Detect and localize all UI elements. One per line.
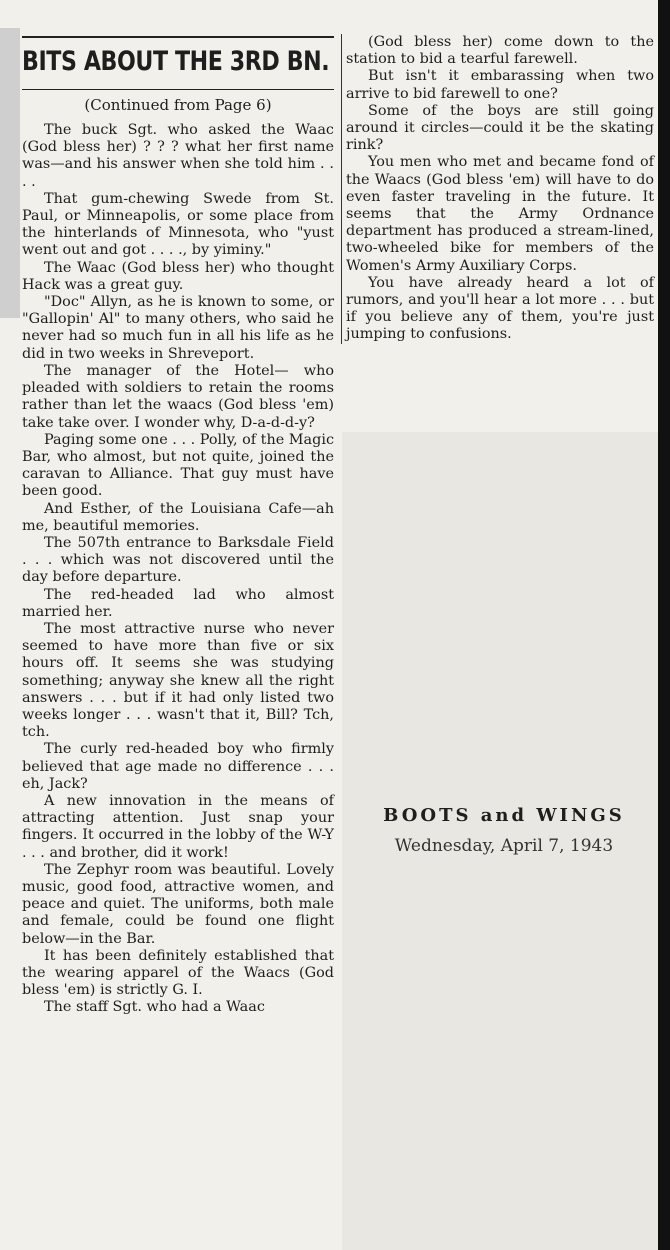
article-paragraph: It has been definitely established that the wearing apparel of the Waacs (God bless 'em) is strictly G. I. bbox=[22, 947, 334, 999]
article-paragraph: You men who met and became fond of the Waacs (God bless 'em) will have to do even faster traveling in the future. It seems that the Army Ordnance department has produced a stream-lined, two-wheeled bike for members of the Women's Army Auxiliary Corps. bbox=[346, 154, 654, 274]
right-column bbox=[341, 34, 654, 344]
right-article-body bbox=[346, 34, 654, 344]
article-paragraph: The red-headed lad who almost married her. bbox=[22, 586, 334, 620]
scan-margin-left bbox=[0, 28, 20, 318]
article-paragraph: (God bless her) come down to the station to bid a tearful farewell. bbox=[346, 34, 654, 68]
left-column bbox=[22, 36, 334, 1017]
article-paragraph: A new innovation in the means of attracting attention. Just snap your fingers. It occurred in the lobby of the W-Y . . . and brother, did it work! bbox=[22, 792, 334, 861]
publication-name: BOOTS and WINGS bbox=[383, 805, 625, 826]
article-paragraph: That gum-chewing Swede from St. Paul, or Minneapolis, or some place from the hinterlands of Minnesota, who "yust went out and got . . . ., by yiminy." bbox=[22, 190, 334, 259]
article-paragraph: The most attractive nurse who never seemed to have more than five or six hours off. It seems she was studying something; anyway she knew all the right answers . . . but if it had only listed two weeks longer . . . wasn't that it, Bill? Tch, tch. bbox=[22, 620, 334, 741]
article-paragraph: The manager of the Hotel— who pleaded with soldiers to retain the rooms rather than let the waacs (God bless 'em) take take over. I wonder why, D-a-d-d-y? bbox=[22, 362, 334, 431]
left-article-body bbox=[22, 122, 334, 1017]
article-paragraph: The Waac (God bless her) who thought Hack was a great guy. bbox=[22, 259, 334, 293]
article-paragraph: But isn't it embarassing when two arrive to bid farewell to one? bbox=[346, 68, 654, 102]
article-paragraph: The curly red-headed boy who firmly believed that age made no difference . . . eh, Jack? bbox=[22, 741, 334, 792]
article-paragraph: The buck Sgt. who asked the Waac (God bless her) ? ? ? what her first name was—and his answer when she told him . . . . bbox=[22, 122, 334, 190]
article-paragraph: "Doc" Allyn, as he is known to some, or "Gallopin' Al" to many others, who said he never had so much fun in all his life as he did in two weeks in Shreveport. bbox=[22, 294, 334, 362]
article-paragraph: Some of the boys are still going around it circles—could it be the skating rink? bbox=[346, 102, 654, 154]
publication-date: Wednesday, April 7, 1943 bbox=[394, 836, 614, 856]
article-paragraph: Paging some one . . . Polly, of the Magic Bar, who almost, but not quite, joined the caravan to Alliance. That guy must have been good. bbox=[22, 431, 334, 500]
scan-margin-right bbox=[658, 0, 670, 1250]
article-paragraph: You have already heard a lot of rumors, and you'll hear a lot more . . . but if you believe any of them, you're just jumping to confusions. bbox=[346, 274, 654, 343]
masthead bbox=[346, 805, 662, 856]
article-paragraph: The staff Sgt. who had a Waac bbox=[44, 999, 265, 1016]
headline-rule bbox=[22, 89, 334, 90]
article-paragraph: The 507th entrance to Barksdale Field . . . which was not discovered until the day before departure. bbox=[22, 534, 334, 586]
article-paragraph: And Esther, of the Louisiana Cafe—ah me, beautiful memories. bbox=[22, 500, 334, 534]
headline: BITS ABOUT THE 3RD BN. bbox=[22, 46, 330, 77]
article-paragraph: The Zephyr room was beautiful. Lovely music, good food, attractive women, and peace and quiet. The uniforms, both male and female, could be found one flight below—in the Bar. bbox=[22, 861, 334, 947]
continued-note: (Continued from Page 6) bbox=[84, 96, 272, 115]
